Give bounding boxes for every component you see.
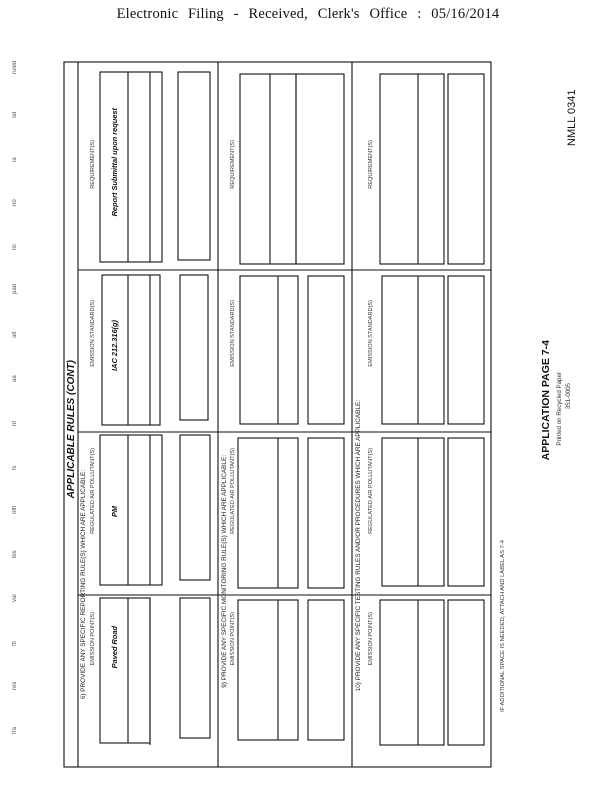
section-6-requirement-value: Report Submittal upon request [110, 108, 119, 217]
section-9-title: 9) PROVIDE ANY SPECIFIC MONITORING RULE(S) WHICH ARE APPLICABLE: [221, 455, 228, 688]
section-9-grid [218, 74, 352, 740]
section-10-col-pollutants: REGULATED AIR POLLUTANT(S) [368, 448, 374, 534]
section-10-col-requirements: REQUIREMENT(S) [368, 140, 374, 189]
application-page-label: APPLICATION PAGE 7-4 [540, 340, 552, 461]
margin-mark: oth [12, 505, 18, 514]
section-6-grid [78, 72, 218, 745]
section-6-col-pollutants: REGULATED AIR POLLUTANT(S) [90, 448, 96, 534]
section-6-standard-value: IAC 212.316(g) [110, 320, 119, 371]
section-9-col-requirements: REQUIREMENT(S) [230, 140, 236, 189]
margin-mark: lsl [12, 244, 18, 250]
section-6-title: 6) PROVIDE ANY SPECIFIC REPORTING RULE(S) WHICH ARE APPLICABLE: [80, 470, 87, 700]
margin-mark: pad [12, 283, 18, 294]
margin-mark: la [12, 157, 18, 162]
margin-mark: nt [12, 420, 18, 426]
section-10-col-standards: EMISSION STANDARD(S) [368, 300, 374, 367]
section-9-col-standards: EMISSION STANDARD(S) [230, 300, 236, 367]
margin-mark: res [12, 681, 18, 690]
section-6-col-emission-points: EMISSION POINT(S) [90, 612, 96, 666]
section-6-pollutant-value: PM [110, 506, 119, 518]
section-6-col-requirements: REQUIREMENT(S) [90, 140, 96, 189]
margin-mark: ls [12, 465, 18, 470]
margin-mark: lbs [12, 550, 18, 558]
section-10-title: 10) PROVIDE ANY SPECIFIC TESTING RULES AND/OR PROCEDURES WHICH ARE APPLICABLE: [355, 400, 362, 692]
form-number: 351-0005 [565, 383, 572, 410]
margin-mark: alt [12, 331, 18, 338]
margin-mark: no [12, 199, 18, 206]
section-9-col-emission-points: EMISSION POINT(S) [230, 612, 236, 666]
margin-mark: aa [12, 375, 18, 382]
margin-mark: ruled [12, 60, 18, 74]
document-id: NMLL 0341 [566, 89, 578, 146]
section-10-col-emission-points: EMISSION POINT(S) [368, 612, 374, 666]
filing-stamp: Electronic Filing - Received, Clerk's Office : 05/16/2014 [116, 6, 500, 22]
margin-mark: val [12, 594, 18, 602]
margin-mark: sd [12, 111, 18, 118]
section-9-col-pollutants: REGULATED AIR POLLUTANT(S) [230, 448, 236, 534]
margin-mark: fra [12, 726, 18, 734]
footnote: IF ADDITIONAL SPACE IS NEEDED, ATTACH AND LABEL AS 7-4 [500, 540, 506, 712]
recycled-paper-note: Printed on Recycled Paper [556, 372, 563, 446]
section-6-emission-point-value: Paved Road [110, 626, 119, 669]
margin-mark: ttl [12, 641, 18, 646]
section-6-col-standards: EMISSION STANDARD(S) [90, 300, 96, 367]
form-heading: APPLICABLE RULES (CONT) [66, 360, 77, 499]
